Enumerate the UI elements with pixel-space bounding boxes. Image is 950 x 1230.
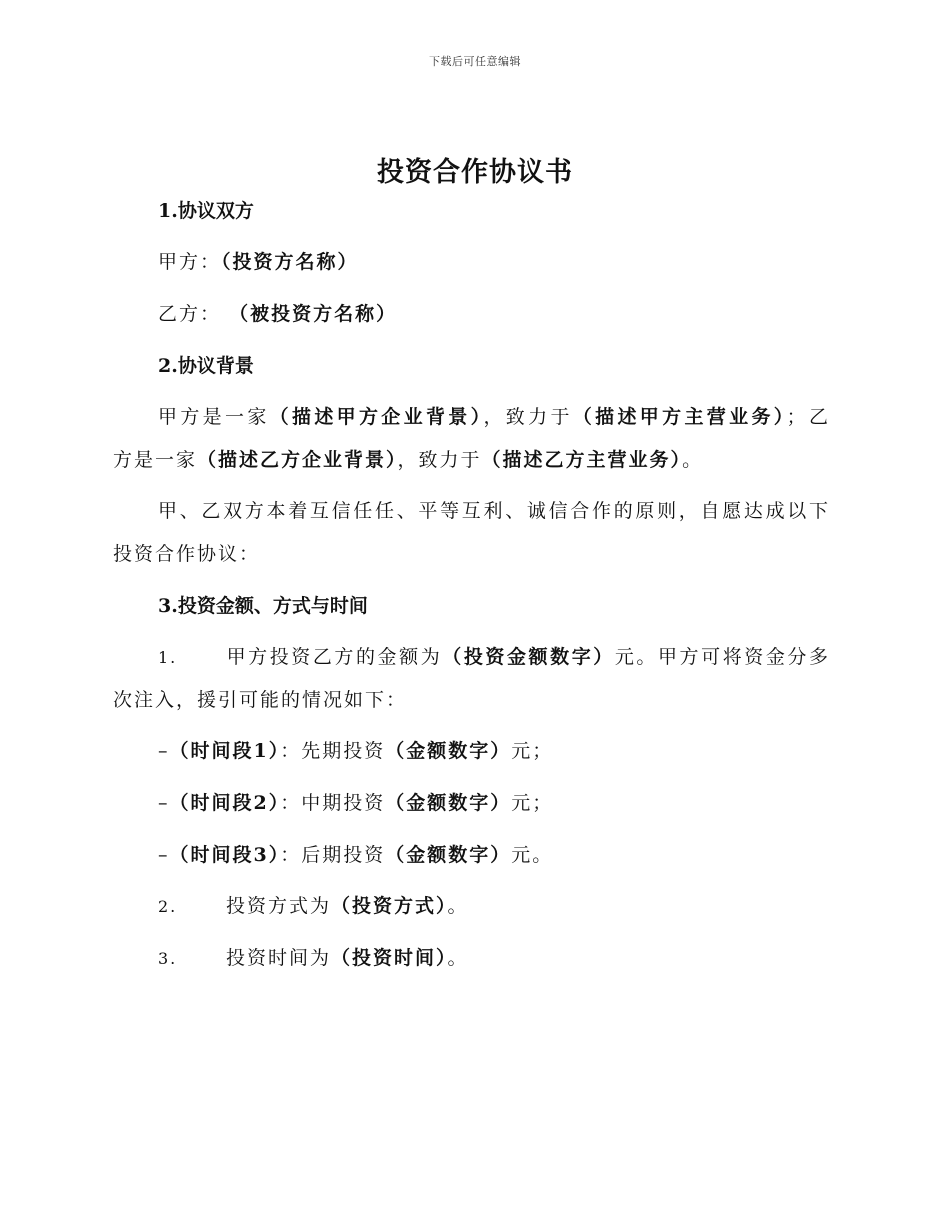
party-a-label: 甲方： xyxy=(158,251,222,273)
principle-paragraph-line1: 甲、乙双方本着互信任任、平等互利、诚信合作的原则，自愿达成以下 xyxy=(158,500,830,522)
item2-number: 2. xyxy=(158,897,178,916)
phase-sep: ： xyxy=(280,792,302,814)
background-placeholder: （描述乙方主营业务） xyxy=(481,449,683,471)
background-placeholder: （描述甲方企业背景） xyxy=(269,406,484,428)
background-text: 。 xyxy=(682,449,704,471)
header-note: 下载后可任意编辑 xyxy=(429,55,521,68)
phase-end: 元。 xyxy=(511,844,554,866)
phase-desc: 后期投资 xyxy=(301,844,386,866)
phase-line-3 xyxy=(158,843,553,867)
item3-number: 3. xyxy=(158,949,178,968)
party-a-line xyxy=(158,250,359,274)
item1-line1 xyxy=(158,645,830,670)
phase-desc: 中期投资 xyxy=(301,792,386,814)
item1-placeholder: （投资金额数字） xyxy=(442,646,615,668)
phase-line-2 xyxy=(158,791,553,815)
background-text: 甲方是一家 xyxy=(158,406,270,428)
phase-sep: ： xyxy=(280,844,302,866)
item3-text: 。 xyxy=(447,947,469,969)
section1-heading: 1.协议双方 xyxy=(158,200,254,222)
background-paragraph-line2 xyxy=(113,448,703,472)
party-b-label: 乙方： xyxy=(158,303,222,325)
item1-text: 甲方投资乙方的金额为 xyxy=(226,646,443,668)
background-text: 方是一家 xyxy=(113,449,198,471)
item2-text: 投资方式为 xyxy=(226,895,332,917)
phase-amount: （金额数字） xyxy=(385,740,512,762)
section3-heading: 3.投资金额、方式与时间 xyxy=(158,595,368,617)
item1-number: 1. xyxy=(158,648,178,667)
background-text: ，致力于 xyxy=(397,449,482,471)
phase-period: （时间段2） xyxy=(169,792,281,814)
item1-line2: 次注入，援引可能的情况如下： xyxy=(113,689,408,711)
item2-line xyxy=(158,894,469,919)
section2-heading: 2.协议背景 xyxy=(158,355,254,377)
item1-text: 元。甲方可将资金分多 xyxy=(614,646,830,668)
background-paragraph-line1 xyxy=(158,405,830,429)
phase-sep: ： xyxy=(280,740,302,762)
item2-placeholder: （投资方式） xyxy=(331,895,448,917)
background-text: ；乙 xyxy=(786,406,830,428)
phase-period: （时间段1） xyxy=(169,740,281,762)
phase-end: 元； xyxy=(511,792,554,814)
item3-line xyxy=(158,946,469,971)
document-title: 投资合作协议书 xyxy=(377,157,573,188)
item3-text: 投资时间为 xyxy=(226,947,332,969)
background-text: ，致力于 xyxy=(483,406,573,428)
phase-line-1 xyxy=(158,739,553,763)
background-placeholder: （描述乙方企业背景） xyxy=(197,449,398,471)
principle-paragraph-line2: 投资合作协议： xyxy=(113,543,261,565)
dash-bullet: – xyxy=(158,792,170,814)
item3-placeholder: （投资时间） xyxy=(331,947,448,969)
party-b-line xyxy=(158,302,397,326)
phase-amount: （金额数字） xyxy=(385,792,512,814)
party-b-value: （被投资方名称） xyxy=(229,303,398,325)
party-a-value: （投资方名称） xyxy=(221,251,359,273)
phase-end: 元； xyxy=(511,740,554,762)
dash-bullet: – xyxy=(158,740,170,762)
item2-text: 。 xyxy=(447,895,469,917)
phase-amount: （金额数字） xyxy=(385,844,512,866)
dash-bullet: – xyxy=(158,844,170,866)
phase-period: （时间段3） xyxy=(169,844,281,866)
background-placeholder: （描述甲方主营业务） xyxy=(572,406,787,428)
phase-desc: 先期投资 xyxy=(301,740,386,762)
